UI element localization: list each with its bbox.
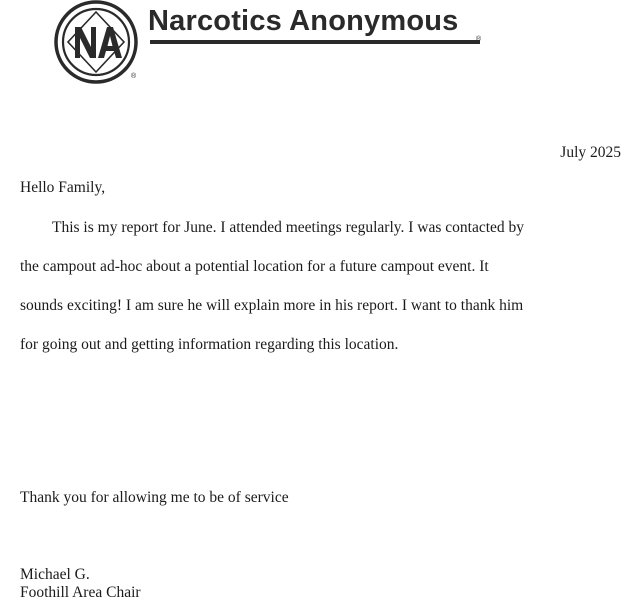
body-line: This is my report for June. I attended meetings regularly. I was contacted by	[52, 219, 525, 236]
letter-closing: Thank you for allowing me to be of service	[20, 489, 289, 506]
svg-text:®: ®	[131, 73, 137, 80]
organization-name: Narcotics Anonymous	[148, 5, 459, 37]
body-line: sounds exciting! I am sure he will explain more in his report. I want to thank him	[20, 297, 524, 314]
signature-name: Michael G.	[20, 566, 90, 583]
letter-date: July 2025	[560, 144, 621, 161]
letterhead-rule	[150, 40, 480, 44]
body-line: the campout ad-hoc about a potential location for a future campout event. It	[20, 258, 489, 275]
registered-mark: ®	[476, 36, 482, 43]
body-line: for going out and getting information regarding this location.	[20, 336, 399, 353]
letter-greeting: Hello Family,	[20, 179, 106, 196]
na-logo-icon	[53, 0, 139, 84]
signature-title: Foothill Area Chair	[20, 584, 141, 601]
